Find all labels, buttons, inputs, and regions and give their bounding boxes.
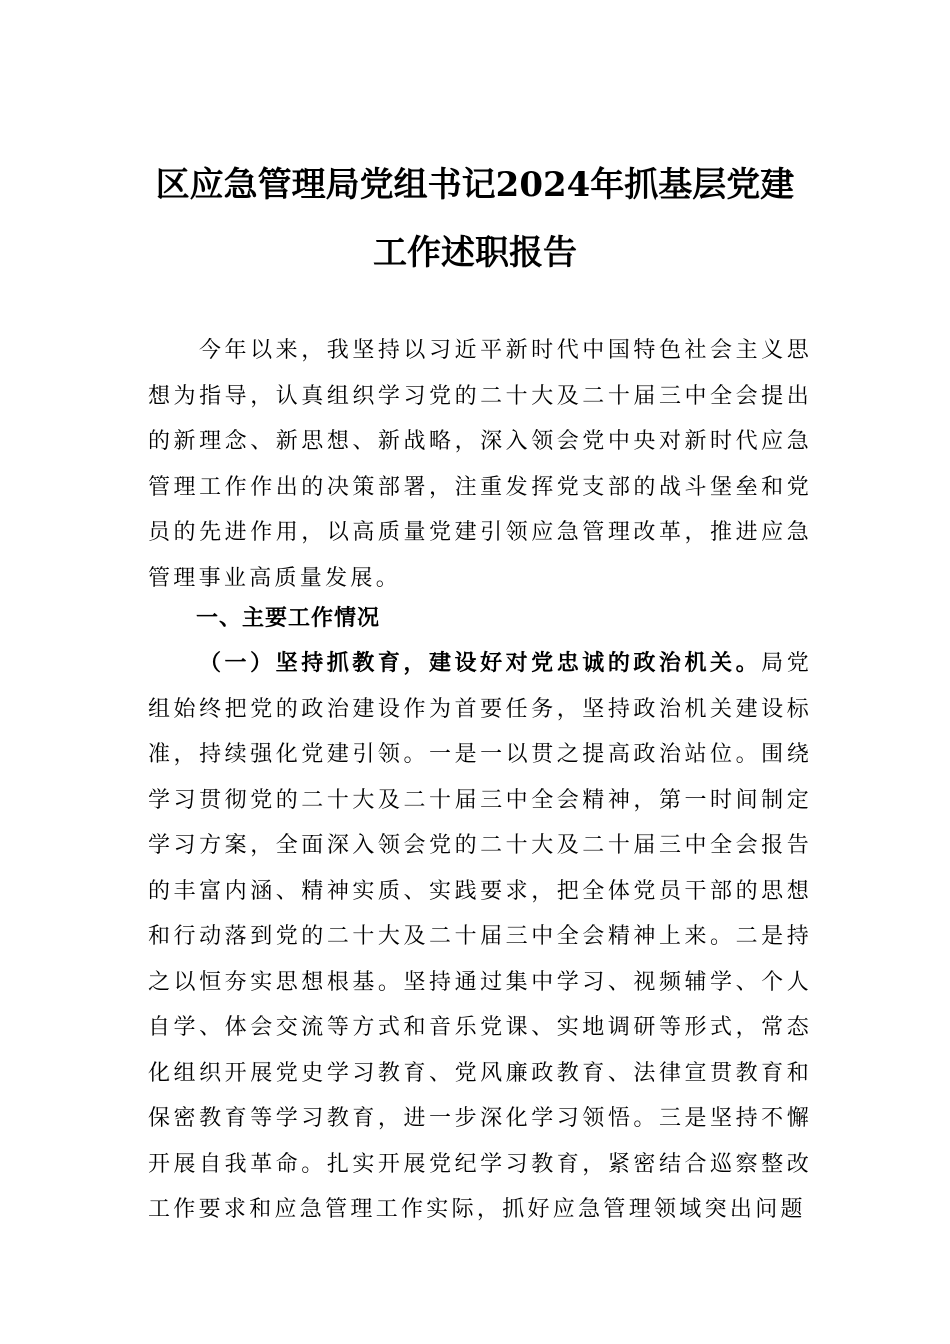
document-title-line-1: 区应急管理局党组书记2024年抓基层党建 <box>155 165 795 205</box>
subsection-paragraph <box>148 641 812 1233</box>
document-title-line-2: 工作述职报告 <box>373 233 577 273</box>
subsection-body: 局党组始终把党的政治建设作为首要任务，坚持政治机关建设标准，持续强化党建引领。一是一以贯之提高政治站位。围绕学习贯彻党的二十大及二十届三中全会精神，第一时间制定学习方案，全面深入领会党的二十大及二十届三中全会报告的丰富内涵、精神实质、实践要求，把全体党员干部的思想和行动落到党的二十大及二十届三中全会精神上来。二是持之以恒夯实思想根基。坚持通过集中学习、视频辅学、个人自学、体会交流等方式和音乐党课、实地调研等形式，常态化组织开展党史学习教育、党风廉政教育、法律宣贯教育和保密教育等学习教育，进一步深化学习领悟。三是坚持不懈开展自我革命。扎实开展党纪学习教育，紧密结合巡察整改工作要求和应急管理工作实际，抓好应急管理领域突出问题 <box>148 651 812 1222</box>
section-heading-main-work: 一、主要工作情况 <box>196 606 381 631</box>
subsection-heading: （一）坚持抓教育，建设好对党忠诚的政治机关。 <box>199 650 762 676</box>
intro-paragraph: 今年以来，我坚持以习近平新时代中国特色社会主义思想为指导，认真组织学习党的二十大及二十届三中全会提出的新理念、新思想、新战略，深入领会党中央对新时代应急管理工作作出的决策部署，注重发挥党支部的战斗堡垒和党员的先进作用，以高质量党建引领应急管理改革，推进应急管理事业高质量发展。 <box>148 338 812 591</box>
